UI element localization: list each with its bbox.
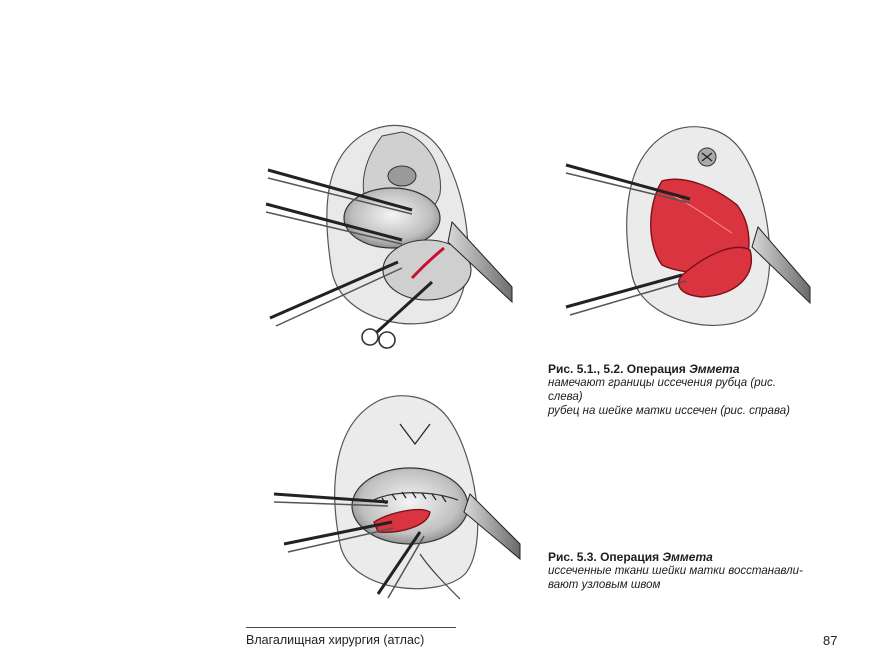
figure-5-2-illustration [562, 125, 824, 347]
caption-label: Рис. 5.3. Операция [548, 550, 663, 564]
figure-5-3-illustration [270, 394, 532, 604]
caption-line: иссеченные ткани шейки матки восстанавли- [548, 565, 803, 577]
caption-heading [548, 550, 848, 564]
caption-label: Рис. 5.1., 5.2. Операция [548, 362, 690, 376]
caption-heading [548, 362, 848, 376]
caption-line: рубец на шейке матки иссечен (рис. справа) [548, 405, 790, 417]
caption-emphasis: Эммета [662, 550, 713, 564]
caption-line: намечают границы иссечения рубца (рис. [548, 377, 776, 389]
footer-book-title: Влагалищная хирургия (атлас) [246, 633, 425, 647]
footer-divider [246, 627, 456, 628]
surgical-illustration-icon [262, 122, 524, 350]
caption-emphasis: Эммета [689, 362, 740, 376]
caption-line: слева) [548, 391, 583, 403]
page-number: 87 [823, 633, 838, 648]
caption-figures-5-1-5-2 [548, 362, 848, 418]
caption-figure-5-3 [548, 550, 848, 592]
surgical-illustration-icon [562, 125, 824, 347]
caption-line: вают узловым швом [548, 579, 661, 591]
figure-5-1-illustration [262, 122, 524, 350]
surgical-illustration-icon [270, 394, 532, 604]
